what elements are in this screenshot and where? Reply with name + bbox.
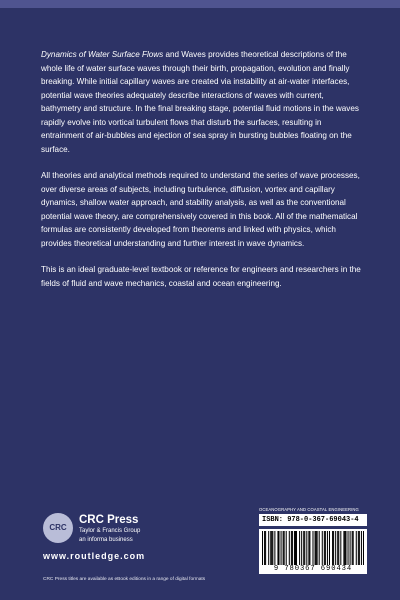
barcode — [259, 529, 367, 574]
barcode-area — [259, 507, 367, 574]
crc-logo-icon: CRC — [43, 513, 73, 543]
publisher-group: Taylor & Francis Group — [79, 528, 141, 534]
blurb-paragraph-1 — [41, 48, 366, 156]
blurb-paragraph-2: All theories and analytical methods required to understand the series of wave processes, over diverse areas of subjects, including turbulence, diffusion, vortex and capillary dynamics, shallow water approach, and stability analysis, as well as the conventional potential wave theory, are comprehensively covered in this book. All of the mathematical formulas are consistently developed from theorems and linked with physics, which provides theoretical understanding and further interest in wave dynamics. — [41, 171, 360, 248]
publisher-website: www.routledge.com — [43, 551, 146, 561]
blurb-paragraph-1-text: and Waves provides theoretical descriptions of the whole life of water surface waves through their birth, propagation, evolution and finally breaking. While initial capillary waves are created via instability at air-water interfaces, potential wave theories adequately describe interactions of waves with current, bathymetry and structure. In the final breaking stage, potential fluid motions in the waves rapidly evolve into vortical turbulent flows that disturb the surfaces, resulting in entrainment of air-bubbles and ejection of sea spray in bursting bubbles floating on the surface. — [41, 50, 359, 154]
top-band — [0, 0, 400, 8]
back-cover-blurb — [41, 48, 366, 303]
publisher-name: CRC Press — [79, 514, 139, 526]
barcode-digits: 9 780367 690434 — [273, 565, 353, 573]
blurb-paragraph-3: This is an ideal graduate-level textbook or reference for engineers and researchers in the fields of fluid and wave mechanics, coastal and ocean engineering. — [41, 265, 361, 288]
book-title: Dynamics of Water Surface Flows — [41, 50, 164, 59]
isbn-label: ISBN: 978-0-367-69043-4 — [259, 514, 367, 526]
barcode-bars — [262, 531, 364, 565]
publisher-logo — [43, 513, 213, 563]
subject-category: OCEANOGRAPHY AND COASTAL ENGINEERING — [259, 507, 359, 512]
publisher-tagline: an informa business — [79, 537, 133, 543]
ebook-footnote: CRC Press titles are available as eBook editions in a range of digital formats — [43, 577, 206, 582]
